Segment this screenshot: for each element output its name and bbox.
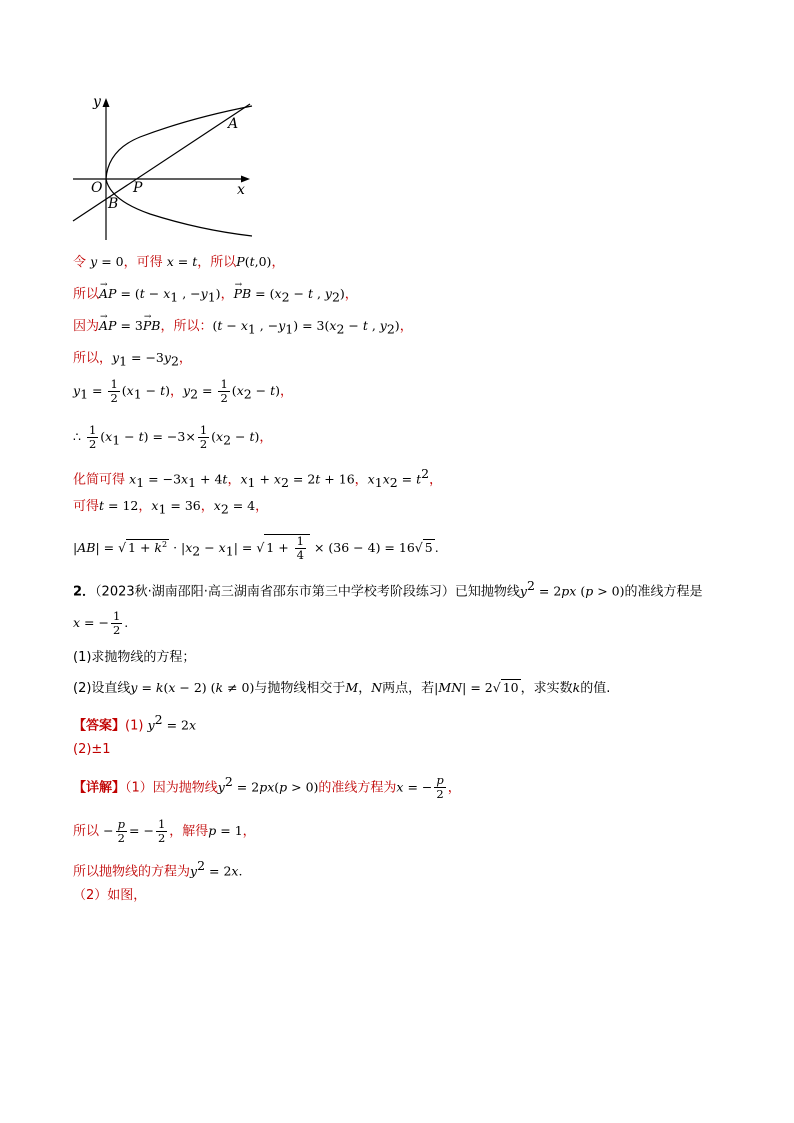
origin-label: O <box>91 180 103 196</box>
solution-line-8: 可得t = 12，$x_1 = 36$，$x_2 = 4$， <box>73 498 269 517</box>
solution-line-6: ∴ $\frac{1}{2}$ $(x_1 - t) = -3\times$ $\frac{1}{2}$ $(x_2 - t)$， <box>73 423 273 451</box>
point-b-label: B <box>108 196 119 212</box>
answer-line-1: 【答案】(1) $y^2 = 2x$ <box>73 712 197 734</box>
detail-line-3: 所以抛物线的方程为$y^2 = 2x$. <box>73 858 243 880</box>
question-2-directrix: x = − $\frac{1}{2}$ . <box>73 609 129 637</box>
question-2-part-1: (1)求抛物线的方程； <box>73 650 196 665</box>
solution-line-2: 所以→ AP = ($t - x_1$ , $-y_1$)，→ PB = ($x_2 - t$ , $y_2$)， <box>73 284 358 308</box>
solution-line-3: 因为→ AP = 3→ PB，所以：($t - x_1$ , $-y_1) = 3(x_2 - t$ , $y_2$)， <box>73 316 413 340</box>
question-2-part-2: (2)设直线y = k(x − 2) (k ≠ 0)与抛物线相交于M，N两点，若|MN| = 2√ 10 ，求实数k的值. <box>73 680 611 696</box>
solution-line-1: 令 y = 0，可得 x = t，所以P(t,0)， <box>73 254 285 270</box>
detail-line-4: （2）如图， <box>73 888 147 903</box>
solution-line-5: $y_1$ = $\frac{1}{2}$ $(x_1 - t)$，$y_2$ = $\frac{1}{2}$ $(x_2 - t)$， <box>73 377 294 405</box>
axis-x-label: x <box>237 182 245 198</box>
answer-line-2: (2)±1 <box>73 742 111 757</box>
solution-line-4: 所以，$y_1 = -3y_2$， <box>73 350 192 369</box>
detail-line-1: 【详解】（1）因为抛物线$y^2 = 2px(p > 0)$的准线方程为x = − $\frac{p}{2}$ ， <box>73 773 461 802</box>
point-a-label: A <box>228 116 239 132</box>
point-p-label: P <box>133 180 143 196</box>
axis-y-label: y <box>93 94 101 110</box>
detail-line-2: 所以 − $\frac{p}{2}$ = − $\frac{1}{2}$ ，解得p = 1， <box>73 817 256 845</box>
parabola-figure <box>68 92 268 247</box>
solution-line-7: 化简可得 $x_1 = -3x_1 + 4t$，$x_1 + x_2 = 2t + 16$，$x_1x_2 = t^2$， <box>73 466 443 490</box>
solution-line-9: |AB| = √ $1 + k^2 \cdot |x_2 - x_1|$ = √ 1 + $\frac{1}{4}$ × (36 − 4) = 16√ 5 . <box>73 534 439 562</box>
question-2-stem: 2．（2023秋·湖南邵阳·高三湖南省邵东市第三中学校考阶段练习）已知抛物线$y^2 = 2px$ (p > 0)的准线方程是 <box>73 578 703 600</box>
